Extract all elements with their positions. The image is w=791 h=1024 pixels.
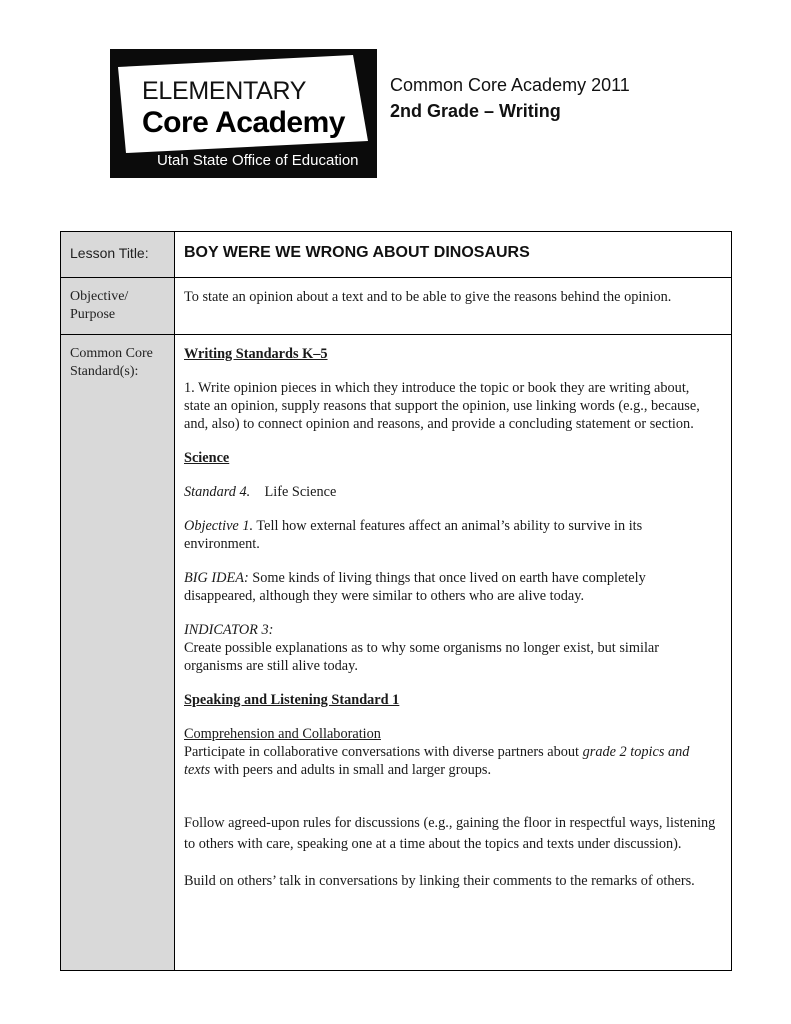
objective-1-label: Objective 1. [184, 518, 254, 534]
label-column [61, 232, 175, 970]
participate-text-a: Participate in collaborative conversations with diverse partners about [184, 744, 583, 760]
indicator-3-label: INDICATOR 3: [184, 622, 274, 638]
standard-4-label: Standard 4. [184, 484, 251, 500]
row-divider [61, 277, 731, 278]
standards-label: Common Core Standard(s): [70, 346, 153, 379]
objective-text: To state an opinion about a text and to be able to give the reasons behind the opinion. [184, 289, 672, 305]
logo-line-elementary: ELEMENTARY [142, 77, 307, 105]
header-subtitle: Common Core Academy 2011 [390, 75, 630, 95]
lesson-title-label: Lesson Title: [70, 245, 149, 261]
writing-standard-text: 1. Write opinion pieces in which they introduce the topic or book they are writing about, state an opinion, supply reasons that support the opinion, use linking words (e.g., because, and, also) to connect opinion and reasons, and provide a concluding statement or section. [184, 380, 700, 432]
participate-text [184, 743, 719, 779]
build-on-talk-text: Build on others’ talk in conversations by linking their comments to the remarks of others. [184, 873, 695, 889]
writing-standards-heading: Writing Standards K–5 [184, 346, 328, 362]
science-heading: Science [184, 450, 230, 466]
standards-content [184, 345, 719, 892]
elementary-core-academy-logo [110, 49, 377, 178]
header-title: 2nd Grade – Writing [390, 101, 561, 121]
logo-line-core-academy: Core Academy [142, 106, 345, 139]
speaking-listening-heading: Speaking and Listening Standard 1 [184, 692, 400, 708]
objective-1-text: Tell how external features affect an animal’s ability to survive in its environment. [184, 518, 643, 552]
follow-rules-text: Follow agreed-upon rules for discussions (e.g., gaining the floor in respectful ways, listening to others with care, speaking one at a time about the topics and texts under discussion). [184, 815, 716, 852]
row-divider [61, 334, 731, 335]
big-idea-label: BIG IDEA: [184, 570, 249, 586]
standard-4-line [184, 483, 719, 501]
objective-label: Objective/ Purpose [70, 289, 129, 322]
indicator-3-text: Create possible explanations as to why some organisms no longer exist, but similar organisms are still alive today. [184, 640, 660, 674]
big-idea-text: Some kinds of living things that once lived on earth have completely disappeared, although they were similar to others who are alive today. [184, 570, 646, 604]
participate-italic: grade 2 topics and texts [184, 744, 690, 778]
logo-line-utah-office: Utah State Office of Education [157, 152, 359, 169]
objective-1-line [184, 517, 719, 553]
comprehension-heading: Comprehension and Collaboration [184, 726, 381, 742]
big-idea-line [184, 569, 719, 605]
participate-text-b: with peers and adults in small and larger groups. [210, 762, 492, 778]
lesson-title: BOY WERE WE WRONG ABOUT DINOSAURS [184, 244, 530, 261]
standard-4-text: Life Science [264, 484, 337, 500]
lesson-plan-table [60, 231, 732, 971]
